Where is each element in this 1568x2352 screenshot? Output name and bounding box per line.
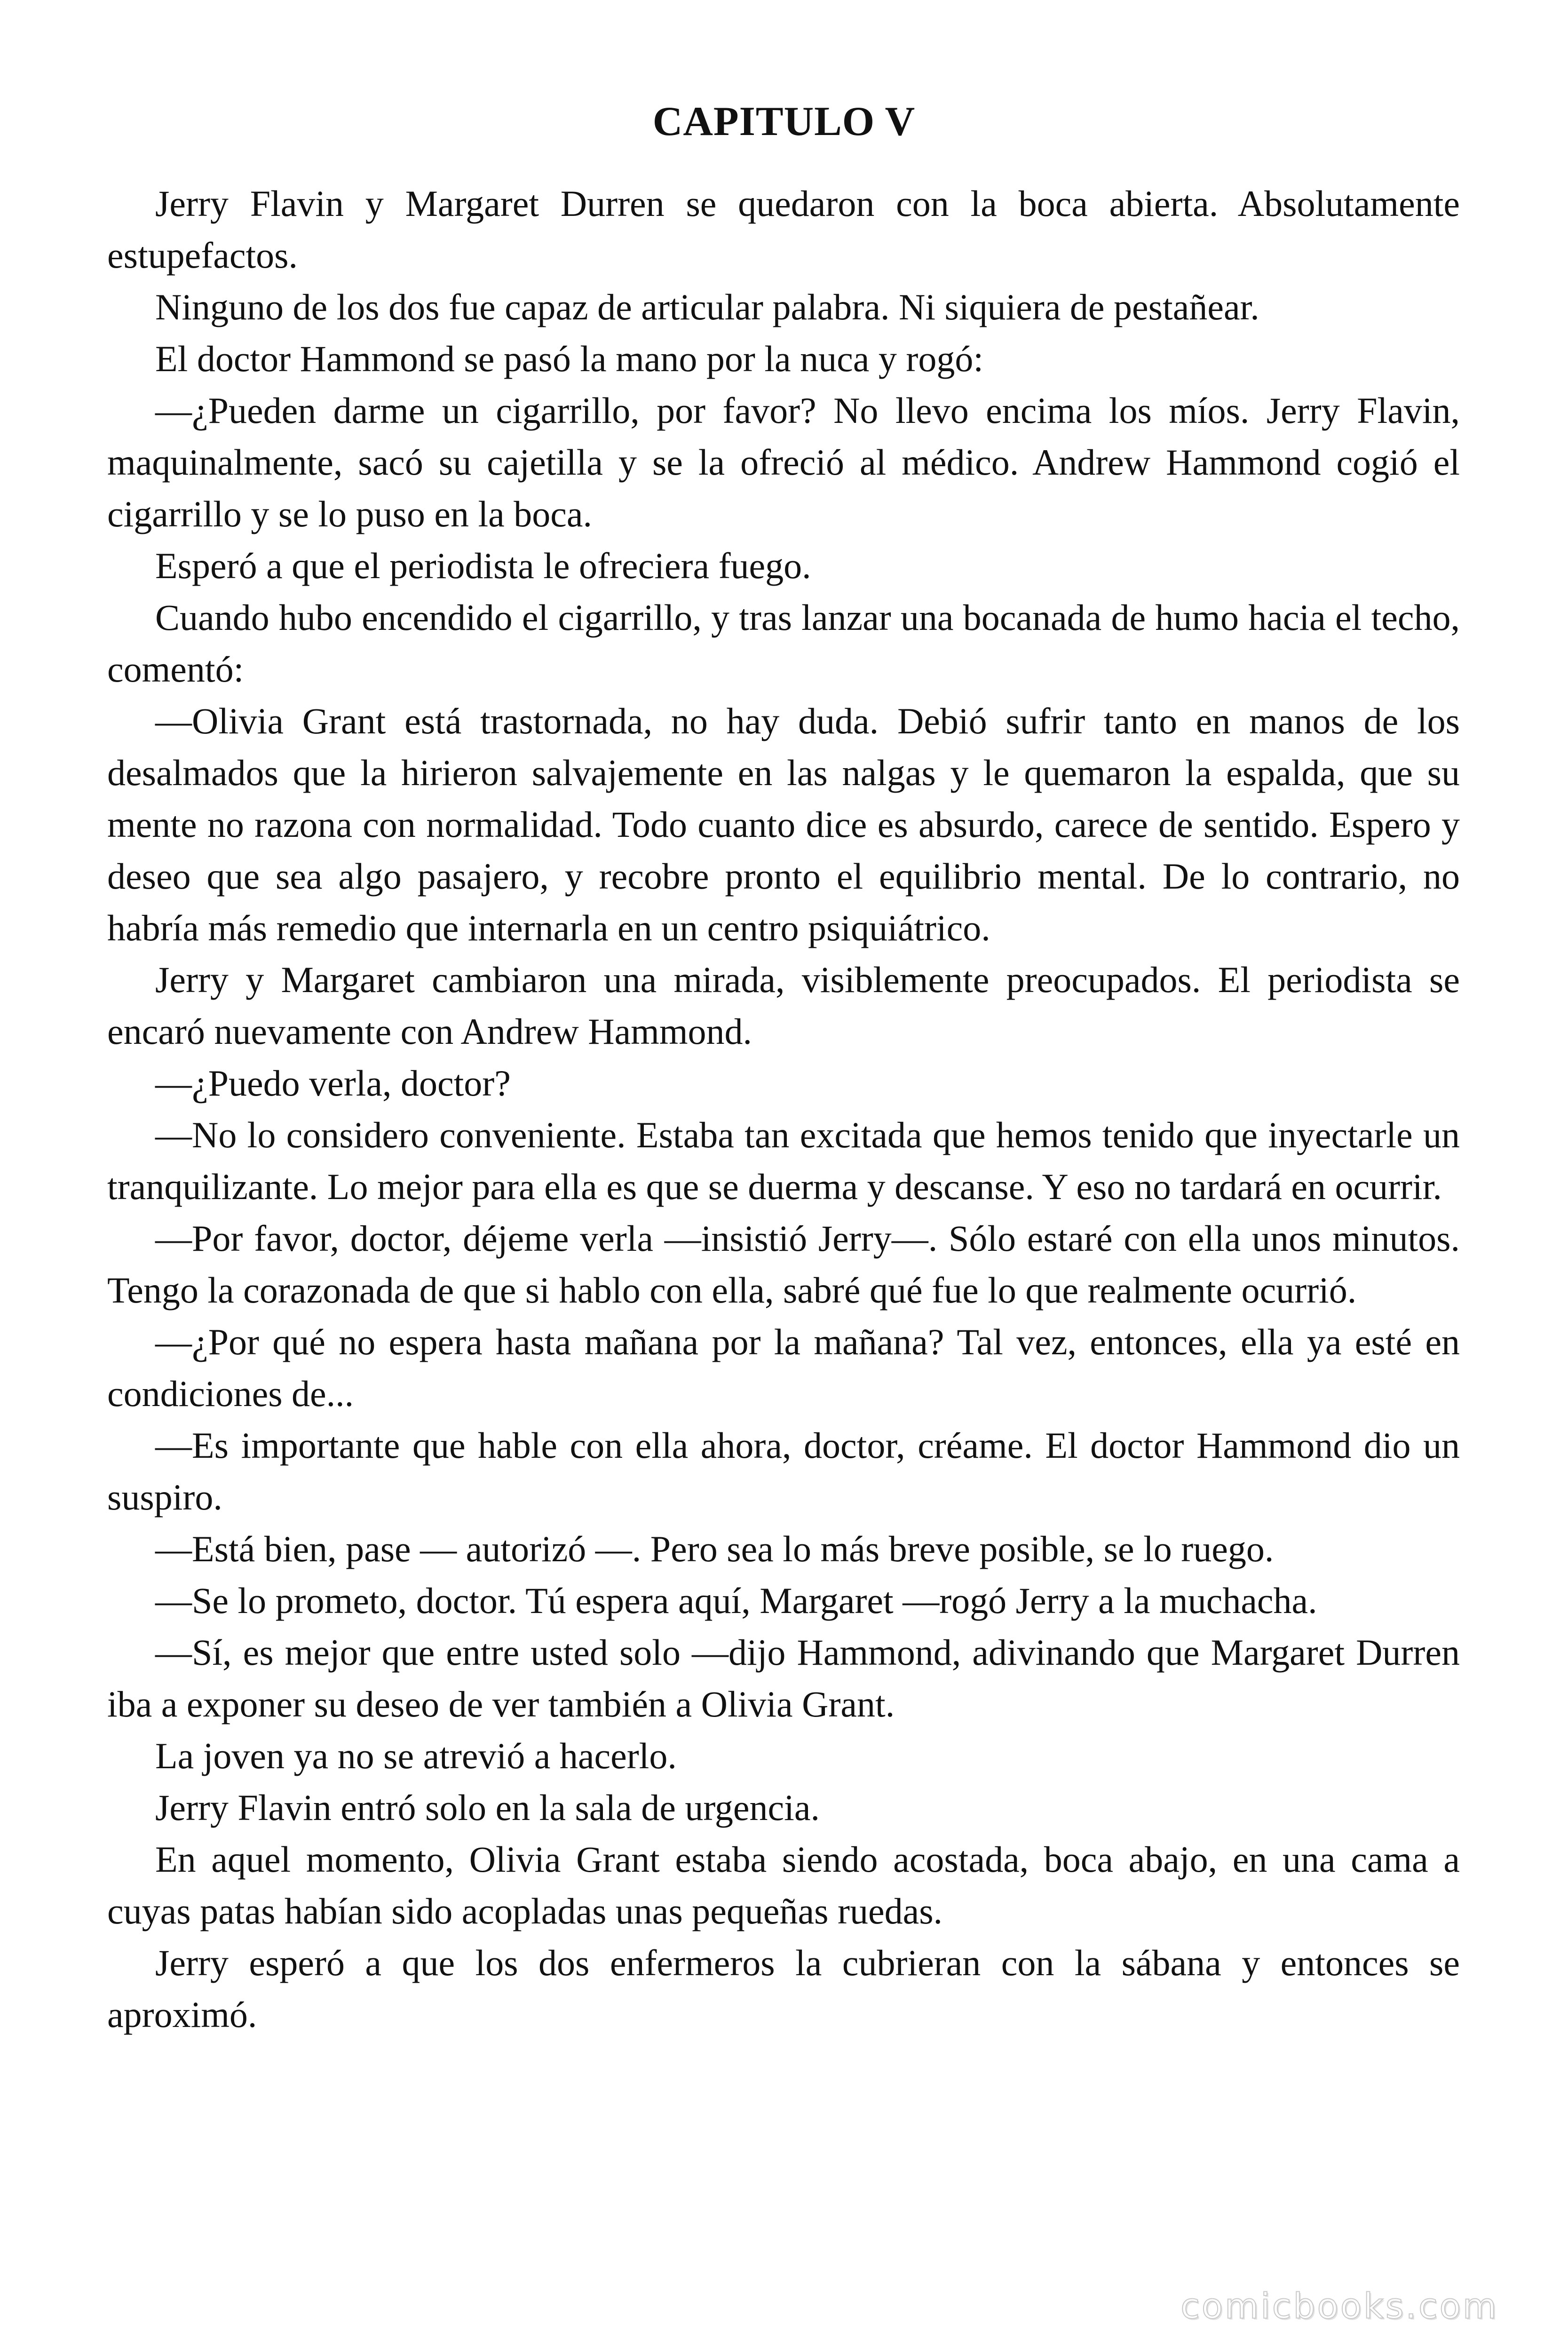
chapter-body [107,178,1460,2041]
paragraph: —Olivia Grant está trastornada, no hay duda. Debió sufrir tanto en manos de los desalmados que la hirieron salvajemente en las nalgas y le quemaron la espalda, que su mente no razona con normalidad. Todo cuanto dice es absurdo, carece de sentido. Espero y deseo que sea algo pasajero, y recobre pronto el equilibrio mental. De lo contrario, no habría más remedio que internarla en un centro psiquiátrico. [107,700,1460,948]
paragraph: —No lo considero conveniente. Estaba tan excitada que hemos tenido que inyectarle un tranquilizante. Lo mejor para ella es que se duerma y descanse. Y eso no tardará en ocurrir. [107,1114,1460,1207]
site-watermark: comicbooks.com [1180,2286,1498,2327]
paragraph: Cuando hubo encendido el cigarrillo, y tras lanzar una bocanada de humo hacia el techo, comentó: [107,597,1460,690]
paragraph: Ninguno de los dos fue capaz de articular palabra. Ni siquiera de pestañear. [155,286,1259,327]
paragraph: Esperó a que el periodista le ofreciera fuego. [155,545,811,586]
paragraph: —Sí, es mejor que entre usted solo —dijo Hammond, adivinando que Margaret Durren iba a exponer su deseo de ver también a Olivia Grant. [107,1632,1460,1724]
paragraph: —¿Puedo verla, doctor? [155,1063,511,1104]
paragraph: Jerry Flavin y Margaret Durren se quedaron con la boca abierta. Absolutamente estupefactos. [107,183,1460,276]
paragraph: En aquel momento, Olivia Grant estaba siendo acostada, boca abajo, en una cama a cuyas patas habían sido acopladas unas pequeñas ruedas. [107,1839,1460,1931]
paragraph: La joven ya no se atrevió a hacerlo. [155,1735,677,1776]
chapter-title: CAPITULO V [652,98,916,144]
paragraph: El doctor Hammond se pasó la mano por la nuca y rogó: [155,338,984,379]
paragraph: Jerry y Margaret cambiaron una mirada, visiblemente preocupados. El periodista se encaró nuevamente con Andrew Hammond. [107,959,1460,1052]
paragraph: —¿Pueden darme un cigarrillo, por favor? No llevo encima los míos. Jerry Flavin, maquinalmente, sacó su cajetilla y se la ofreció al médico. Andrew Hammond cogió el cigarrillo y se lo puso en la boca. [107,390,1460,534]
paragraph: —Es importante que hable con ella ahora, doctor, créame. El doctor Hammond dio un suspiro. [107,1425,1460,1518]
paragraph: Jerry Flavin entró solo en la sala de urgencia. [155,1787,820,1828]
paragraph: Jerry esperó a que los dos enfermeros la cubrieran con la sábana y entonces se aproximó. [107,1942,1460,2035]
paragraph: —Por favor, doctor, déjeme verla —insistió Jerry—. Sólo estaré con ella unos minutos. Tengo la corazonada de que si hablo con ella, sabré qué fue lo que realmente ocurrió. [107,1218,1460,1311]
paragraph: —Está bien, pase — autorizó —. Pero sea lo más breve posible, se lo ruego. [155,1528,1274,1569]
paragraph: —Se lo prometo, doctor. Tú espera aquí, Margaret —rogó Jerry a la muchacha. [155,1580,1317,1621]
paragraph: —¿Por qué no espera hasta mañana por la mañana? Tal vez, entonces, ella ya esté en condiciones de... [107,1321,1460,1414]
